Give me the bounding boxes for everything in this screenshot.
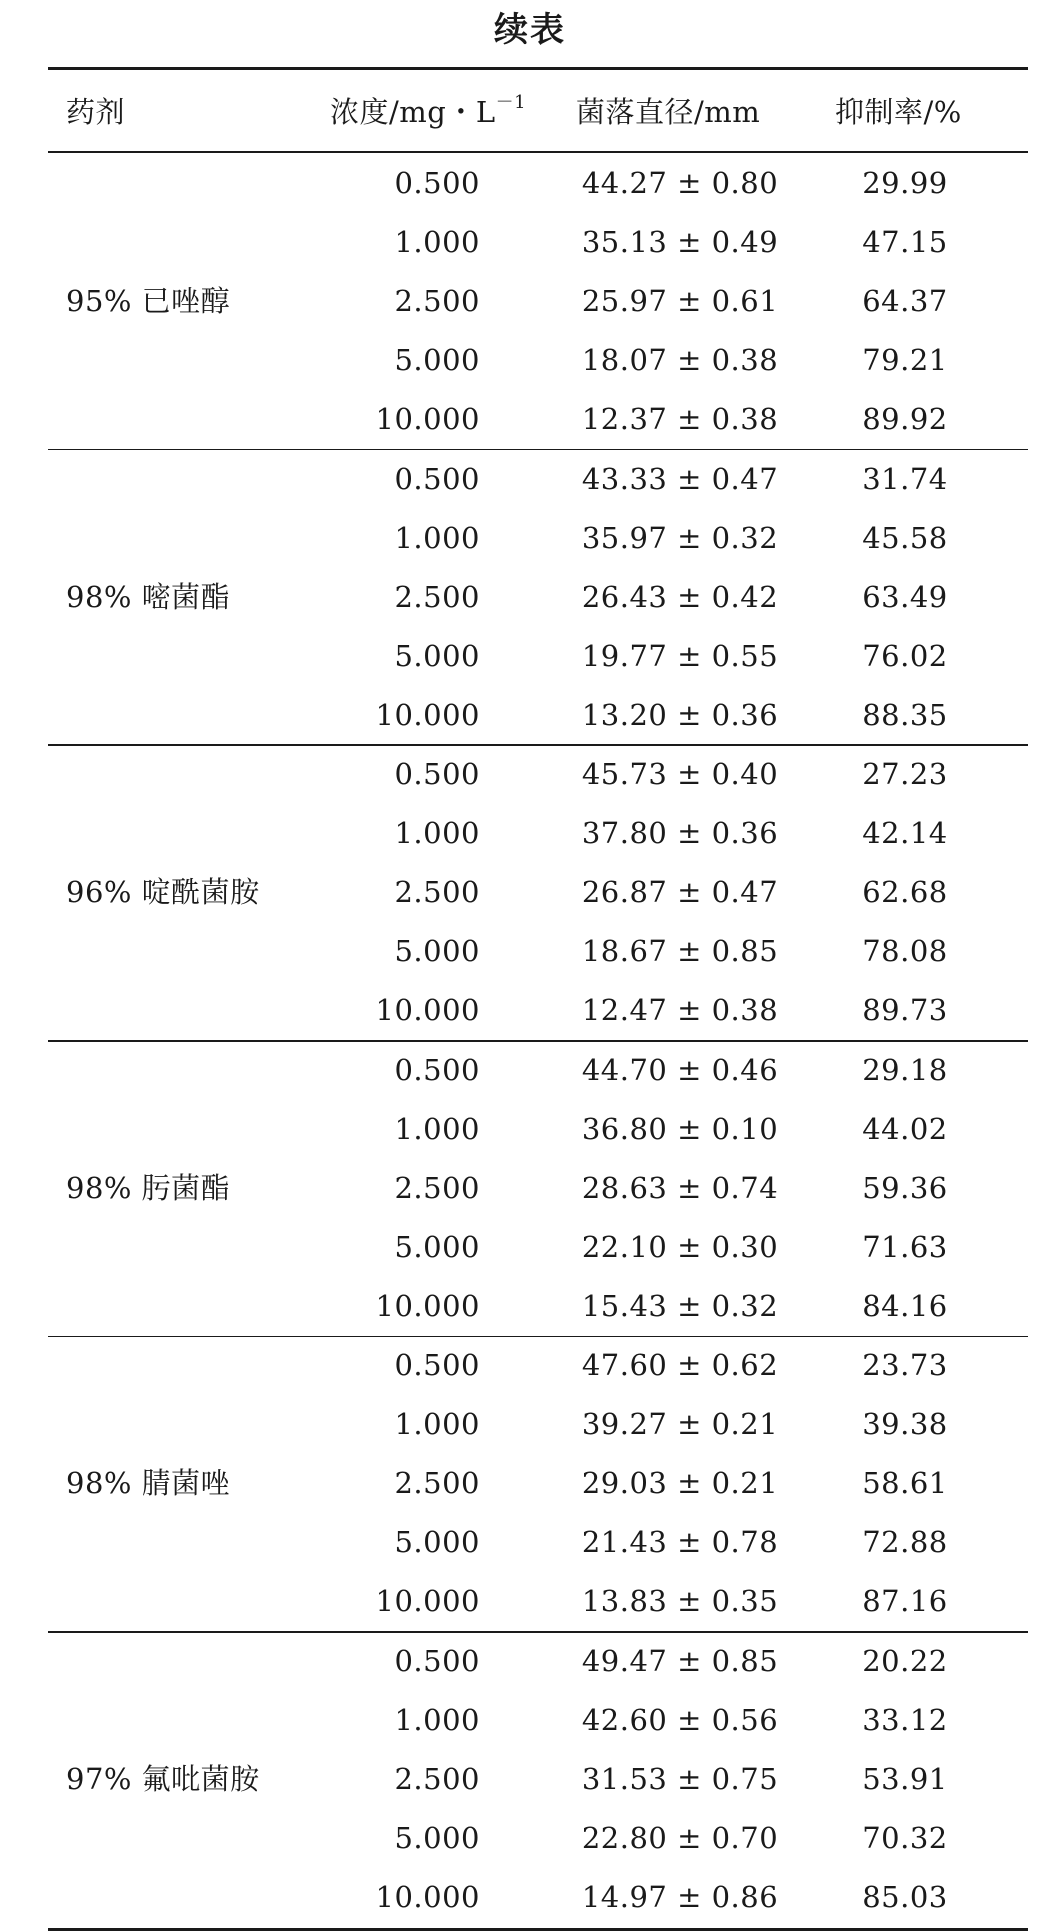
concentration-cell: 0.500 — [394, 461, 480, 496]
colony-diameter-cell: 42.60 ± 0.56 — [581, 1702, 779, 1737]
concentration-cell: 5.000 — [394, 638, 480, 673]
inhibition-rate-cell: 70.32 — [862, 1820, 948, 1855]
group-separator-rule — [48, 1631, 1028, 1633]
colony-diameter-cell: 22.80 ± 0.70 — [581, 1820, 779, 1855]
concentration-cell: 1.000 — [394, 1111, 480, 1146]
colony-diameter-cell: 35.97 ± 0.32 — [581, 520, 779, 555]
inhibition-rate-cell: 89.73 — [862, 993, 948, 1028]
inhibition-rate-cell: 33.12 — [862, 1702, 948, 1737]
inhibition-rate-cell: 27.23 — [862, 757, 948, 791]
colony-diameter-cell: 35.13 ± 0.49 — [581, 225, 779, 260]
inhibition-rate-cell: 44.02 — [862, 1111, 948, 1146]
colony-diameter-cell: 36.80 ± 0.10 — [581, 1111, 779, 1146]
group-separator-rule — [48, 449, 1028, 451]
inhibition-rate-cell: 62.68 — [862, 875, 948, 910]
inhibition-rate-cell: 79.21 — [862, 343, 948, 378]
table-title: 续表 — [494, 10, 566, 50]
inhibition-rate-cell: 59.36 — [862, 1170, 948, 1205]
concentration-cell: 0.500 — [394, 1052, 480, 1087]
top-rule — [48, 67, 1028, 70]
colony-diameter-cell: 49.47 ± 0.85 — [581, 1643, 779, 1678]
concentration-cell: 10.000 — [375, 1879, 480, 1914]
colony-diameter-cell: 18.67 ± 0.85 — [581, 934, 779, 969]
concentration-cell: 0.500 — [394, 1348, 480, 1382]
inhibition-rate-cell: 76.02 — [862, 638, 948, 673]
inhibition-rate-cell: 20.22 — [862, 1643, 948, 1678]
agent-name-cell: 97% 氟吡菌胺 — [66, 1761, 260, 1796]
inhibition-rate-cell: 42.14 — [862, 816, 948, 851]
colony-diameter-cell: 13.83 ± 0.35 — [581, 1584, 779, 1619]
concentration-cell: 2.500 — [394, 1466, 480, 1501]
inhibition-rate-cell: 29.99 — [862, 166, 948, 200]
concentration-cell: 2.500 — [394, 579, 480, 614]
inhibition-rate-cell: 23.73 — [862, 1348, 948, 1382]
colony-diameter-cell: 18.07 ± 0.38 — [581, 343, 779, 378]
colony-diameter-cell: 12.47 ± 0.38 — [581, 993, 779, 1028]
header-concentration: 浓度/mg・$L^{-1}$ — [330, 92, 527, 129]
concentration-cell: 10.000 — [375, 697, 480, 732]
colony-diameter-cell: 43.33 ± 0.47 — [581, 461, 779, 496]
colony-diameter-cell: 13.20 ± 0.36 — [581, 697, 779, 732]
bottom-rule — [48, 1928, 1028, 1931]
agent-name-cell: 98% 嘧菌酯 — [66, 579, 231, 614]
header-inhibition-rate: 抑制率/% — [835, 95, 962, 129]
concentration-cell: 10.000 — [375, 402, 480, 437]
concentration-cell: 1.000 — [394, 520, 480, 555]
concentration-cell: 2.500 — [394, 284, 480, 319]
inhibition-rate-cell: 53.91 — [862, 1761, 948, 1796]
inhibition-rate-cell: 64.37 — [862, 284, 948, 319]
concentration-cell: 1.000 — [394, 1702, 480, 1737]
concentration-cell: 5.000 — [394, 1229, 480, 1264]
inhibition-rate-cell: 63.49 — [862, 579, 948, 614]
agent-name-cell: 98% 腈菌唑 — [66, 1466, 231, 1501]
concentration-cell: 2.500 — [394, 1761, 480, 1796]
inhibition-rate-cell: 72.88 — [862, 1525, 948, 1560]
colony-diameter-cell: 22.10 ± 0.30 — [581, 1229, 779, 1264]
colony-diameter-cell: 15.43 ± 0.32 — [581, 1288, 779, 1323]
inhibition-rate-cell: 89.92 — [862, 402, 948, 437]
colony-diameter-cell: 45.73 ± 0.40 — [581, 757, 779, 791]
inhibition-rate-cell: 87.16 — [862, 1584, 948, 1619]
colony-diameter-cell: 25.97 ± 0.61 — [581, 284, 779, 319]
header-agent: 药剂 — [66, 95, 126, 129]
agent-name-cell: 96% 啶酰菌胺 — [66, 875, 260, 910]
inhibition-rate-cell: 58.61 — [862, 1466, 948, 1501]
concentration-cell: 1.000 — [394, 816, 480, 851]
inhibition-rate-cell: 47.15 — [862, 225, 948, 260]
inhibition-rate-cell: 85.03 — [862, 1879, 948, 1914]
inhibition-rate-cell: 71.63 — [862, 1229, 948, 1264]
colony-diameter-cell: 44.27 ± 0.80 — [581, 166, 779, 200]
colony-diameter-cell: 28.63 ± 0.74 — [581, 1170, 779, 1205]
agent-name-cell: 95% 已唑醇 — [66, 284, 231, 319]
group-separator-rule — [48, 1336, 1028, 1338]
concentration-cell: 5.000 — [394, 1820, 480, 1855]
colony-diameter-cell: 37.80 ± 0.36 — [581, 816, 779, 851]
colony-diameter-cell: 47.60 ± 0.62 — [581, 1348, 779, 1382]
concentration-cell: 10.000 — [375, 1288, 480, 1323]
colony-diameter-cell: 19.77 ± 0.55 — [581, 638, 779, 673]
colony-diameter-cell: 12.37 ± 0.38 — [581, 402, 779, 437]
inhibition-rate-cell: 45.58 — [862, 520, 948, 555]
colony-diameter-cell: 26.43 ± 0.42 — [581, 579, 779, 614]
concentration-cell: 5.000 — [394, 343, 480, 378]
colony-diameter-cell: 31.53 ± 0.75 — [581, 1761, 779, 1796]
concentration-cell: 10.000 — [375, 993, 480, 1028]
concentration-cell: 0.500 — [394, 1643, 480, 1678]
concentration-cell: 1.000 — [394, 1407, 480, 1442]
concentration-cell: 10.000 — [375, 1584, 480, 1619]
colony-diameter-cell: 44.70 ± 0.46 — [581, 1052, 779, 1087]
group-separator-rule — [48, 744, 1028, 746]
colony-diameter-cell: 39.27 ± 0.21 — [581, 1407, 779, 1442]
concentration-cell: 2.500 — [394, 875, 480, 910]
header-colony-diameter: 菌落直径/mm — [576, 95, 761, 129]
colony-diameter-cell: 26.87 ± 0.47 — [581, 875, 779, 910]
agent-name-cell: 98% 肟菌酯 — [66, 1170, 231, 1205]
concentration-cell: 0.500 — [394, 166, 480, 200]
concentration-cell: 5.000 — [394, 1525, 480, 1560]
inhibition-rate-cell: 31.74 — [862, 461, 948, 496]
inhibition-rate-cell: 78.08 — [862, 934, 948, 969]
inhibition-rate-cell: 84.16 — [862, 1288, 948, 1323]
colony-diameter-cell: 14.97 ± 0.86 — [581, 1879, 779, 1914]
concentration-cell: 0.500 — [394, 757, 480, 791]
concentration-cell: 1.000 — [394, 225, 480, 260]
header-rule — [48, 151, 1028, 153]
colony-diameter-cell: 29.03 ± 0.21 — [581, 1466, 779, 1501]
concentration-cell: 2.500 — [394, 1170, 480, 1205]
inhibition-rate-cell: 88.35 — [862, 697, 948, 732]
group-separator-rule — [48, 1040, 1028, 1042]
concentration-cell: 5.000 — [394, 934, 480, 969]
colony-diameter-cell: 21.43 ± 0.78 — [581, 1525, 779, 1560]
inhibition-rate-cell: 29.18 — [862, 1052, 948, 1087]
inhibition-rate-cell: 39.38 — [862, 1407, 948, 1442]
